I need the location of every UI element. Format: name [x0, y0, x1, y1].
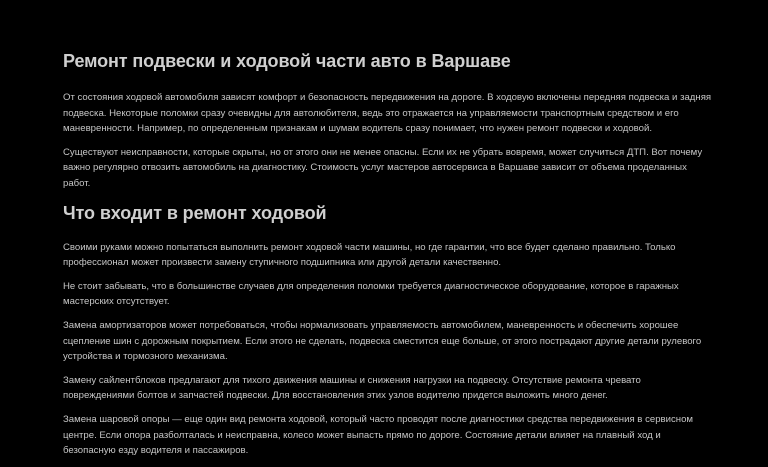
- intro-paragraph: От состояния ходовой автомобиля зависят комфорт и безопасность передвижения на дороге. В ходовую включены передняя подвеска и задняя подвеска. Некоторые поломки сразу очевидны для автолюбителя, ведь это отражается на управляемости транспортным средством и его маневренности. Например, по определенным признакам и шумам водитель сразу понимает, что нужен ремонт подвески и ходовой.: [63, 92, 712, 135]
- section-title: Что входит в ремонт ходовой: [63, 202, 327, 223]
- section-paragraph: Не стоит забывать, что в большинстве случаев для определения поломки требуется диагностическое оборудование, которое в гаражных мастерских отсутствует.: [63, 280, 679, 308]
- section-paragraph: Своими руками можно попытаться выполнить ремонт ходовой части машины, но где гарантии, что все будет сделано правильно. Только профессионал может произвести замену ступичного подшипника или другой детали качественно.: [63, 241, 676, 269]
- intro-paragraph: Существуют неисправности, которые скрыты, но от этого они не менее опасны. Если их не убрать вовремя, может случиться ДТП. Вот почему важно регулярно отвозить автомобиль на диагностику. Стоимость услуг мастеров автосервиса в Варшаве зависит от объема проделанных работ.: [63, 146, 703, 189]
- article-content: [63, 48, 713, 467]
- intro-section: [63, 48, 713, 192]
- repair-section: [63, 200, 713, 459]
- page-title: Ремонт подвески и ходовой части авто в Варшаве: [63, 51, 511, 71]
- section-paragraph: Замену сайлентблоков предлагают для тихого движения машины и снижения нагрузки на подвеску. Отсутствие ремонта чревато повреждениями болтов и запчастей подвески. Для восстановления этих узлов водителю придется выложить много денег.: [63, 374, 641, 402]
- section-paragraph: Замена шаровой опоры — еще один вид ремонта ходовой, который часто проводят после диагностики средства передвижения в сервисном центре. Если опора разболталась и неисправна, колесо может выпасть прямо по дороге. Состояние детали влияет на плавный ход и безопасную езду водителя и пассажиров.: [63, 413, 694, 457]
- section-paragraph: Замена амортизаторов может потребоваться, чтобы нормализовать управляемость автомобилем, маневренность и обеспечить хорошее сцепление шин с дорожным покрытием. Если этого не сделать, подвеска сместится еще больше, от этого пострадают другие детали рулевого устройства и тормозного механизма.: [63, 319, 702, 363]
